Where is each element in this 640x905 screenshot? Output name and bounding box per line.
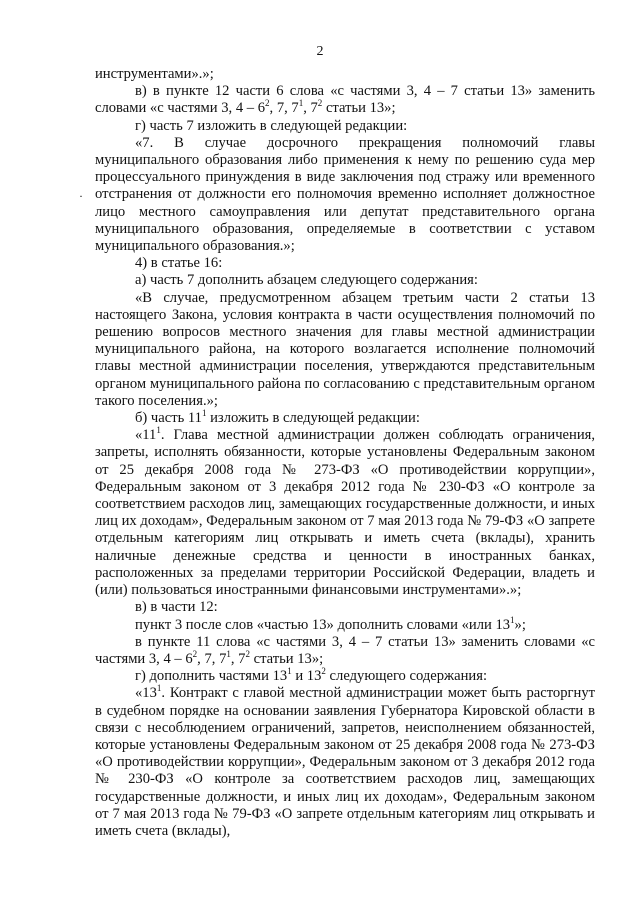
text-segment: в) в пункте 12 части 6 слова «с частями 3, 4 – 7 статьи 13» заменить словами «с частями 3, 4 – 6: [95, 83, 595, 117]
margin-mark: ·: [79, 189, 83, 203]
paragraph: [95, 135, 595, 255]
superscript: 1: [226, 649, 231, 660]
text-segment: «13: [135, 685, 157, 702]
text-segment: статьи 13»;: [249, 650, 324, 667]
text-segment: б) часть 11: [135, 410, 202, 427]
superscript: 1: [287, 666, 292, 677]
text-segment: в пункте 11 слова «с частями 3, 4 – 7 статьи 13» заменить словами «с частями 3, 4 – 6: [95, 633, 595, 667]
paragraph: [95, 634, 595, 668]
document-body: [95, 66, 595, 840]
text-segment: «В случае, предусмотренном абзацем третьим части 2 статьи 13 настоящего Закона, условия контракта в части осуществления полномочий по решению вопросов местного значения для главы местной администрации муниципального района, на которого возлагается исполнение полномочий главы местной администрации поселения, утверждаются представительным органом муниципального района по согласованию с представительным органом такого поселения.»;: [95, 289, 595, 409]
paragraph: [95, 685, 595, 840]
paragraph: [95, 118, 595, 135]
text-segment: изложить в следующей редакции:: [206, 410, 420, 427]
text-segment: г) дополнить частями 13: [135, 668, 288, 685]
text-segment: «11: [135, 427, 157, 444]
paragraph: [95, 410, 595, 427]
paragraph: [95, 668, 595, 685]
superscript: 1: [298, 98, 304, 109]
paragraph: [95, 599, 595, 616]
text-segment: , 7: [303, 100, 318, 117]
paragraph: [95, 290, 595, 410]
text-segment: . Контракт с главой местной администрации может быть расторгнут в судебном порядке на основании заявления Губернатора Кировской области в связи с несоблюдением ограничений, запретов, неисполнением обязанностей, которые установлены Федеральным законом от 25 декабря 2008 года № 273-ФЗ «О противодействии коррупции», Федеральным законом от 3 декабря 2012 года № 230-ФЗ «О контроле за соответствием расходов лиц, замещающих государственные должности, и иных лиц их доходам», Федеральным законом от 7 мая 2013 года № 79-ФЗ «О запрете отдельным категориям лиц открывать и иметь счета (вклады),: [95, 685, 595, 839]
text-segment: , 7, 7: [269, 100, 299, 117]
superscript: 1: [510, 614, 515, 625]
text-segment: 4) в статье 16:: [135, 255, 223, 272]
text-segment: инструментами».»;: [95, 66, 214, 82]
text-segment: , 7: [230, 650, 246, 667]
superscript: 2: [317, 98, 323, 109]
text-segment: следующего содержания:: [325, 668, 488, 685]
text-segment: в) в части 12:: [135, 599, 218, 616]
superscript: 2: [245, 649, 250, 660]
text-segment: «7. В случае досрочного прекращения полномочий главы муниципального образования либо применения к нему по решению суда мер процессуального принуждения в виде заключения под стражу или временного отстранения от должности его полномочия временно исполняет должностное лицо местного самоуправления или депутат представительного органа муниципального образования, определяемые в соответствии с уставом муниципального образования.»;: [95, 134, 595, 255]
text-segment: пункт 3 после слов «частью 13» дополнить словами «или 13: [135, 616, 511, 633]
paragraph: [95, 272, 595, 289]
text-segment: »;: [514, 616, 526, 633]
paragraph: [95, 255, 595, 272]
superscript: 2: [265, 98, 270, 109]
paragraph: [95, 427, 595, 599]
paragraph: [95, 614, 595, 634]
superscript: 2: [321, 666, 326, 677]
superscript: 1: [156, 425, 161, 436]
text-segment: и 13: [291, 668, 322, 685]
superscript: 2: [192, 649, 198, 660]
paragraph: [95, 83, 595, 117]
text-segment: г) часть 7 изложить в следующей редакции:: [135, 117, 408, 134]
text-segment: а) часть 7 дополнить абзацем следующего содержания:: [135, 272, 478, 289]
paragraph: [95, 66, 595, 83]
text-segment: , 7, 7: [197, 650, 227, 667]
text-segment: . Глава местной администрации должен соблюдать ограничения, запреты, исполнять обязанности, которые установлены Федеральным законом от 25 декабря 2008 года № 273-ФЗ «О противодействии коррупции», Федеральным законом от 3 декабря 2012 года № 230-ФЗ «О контроле за соответствием расходов лиц, замещающих государственные должности, и иных лиц их доходам», Федеральным законом от 7 мая 2013 года № 79-ФЗ «О запрете отдельным категориям лиц открывать и иметь счета (вклады), хранить наличные денежные средства и ценности в иностранных банках, расположенных за пределами территории Российской Федерации, владеть и (или) пользоваться иностранными финансовыми инструментами».»;: [95, 427, 595, 599]
page-number: 2: [316, 44, 324, 59]
superscript: 1: [156, 683, 162, 694]
text-segment: статьи 13»;: [322, 100, 396, 117]
superscript: 1: [201, 408, 207, 419]
